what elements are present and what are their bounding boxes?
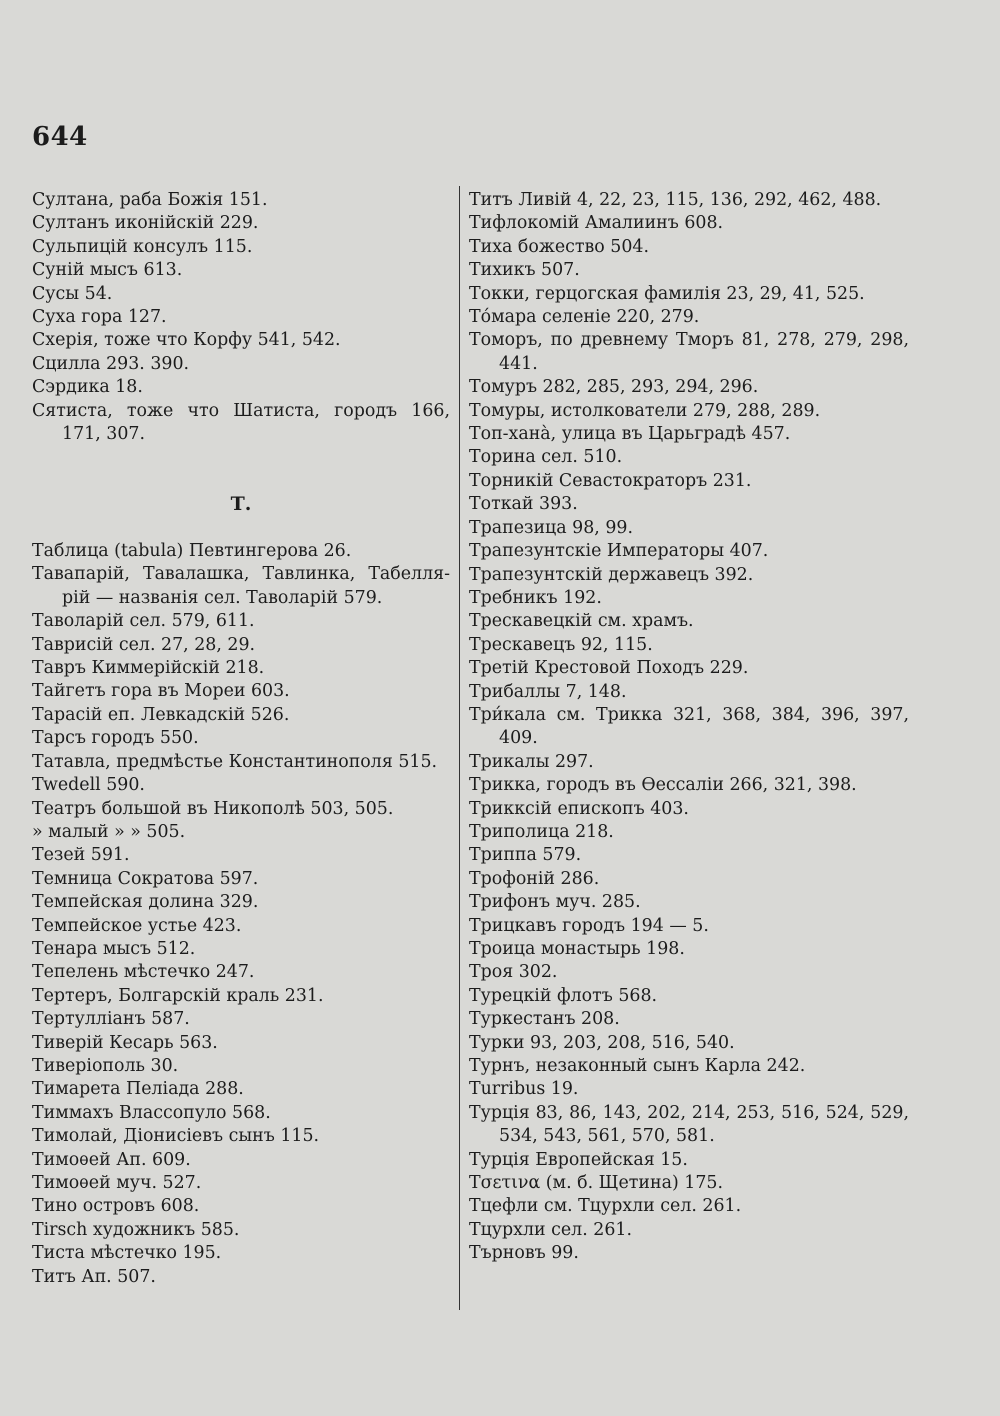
index-entry: Трапезунтскіе Императоры 407. xyxy=(469,541,769,562)
index-entry: Тцефли см. Тцурхли сел. 261. xyxy=(469,1196,742,1217)
index-entry: Томуры, истолкователи 279, 288, 289. xyxy=(469,400,821,421)
index-entry: Торина сел. 510. xyxy=(469,447,623,468)
index-entry: Тайгетъ гора въ Мореи 603. xyxy=(32,681,290,702)
index-entry: Султанъ иконійскій 229. xyxy=(32,213,259,234)
index-entry: Тиммахъ Влассопуло 568. xyxy=(32,1102,271,1123)
index-entry: Тиверіополь 30. xyxy=(32,1055,179,1076)
index-entry: Темпейское устье 423. xyxy=(32,915,242,936)
index-entry: Таволарій сел. 579, 611. xyxy=(32,611,255,632)
index-entry: Тиста мѣстечко 195. xyxy=(32,1243,222,1264)
index-entry: Τσετινα (м. б. Щетина) 175. xyxy=(469,1173,723,1194)
index-entry: Трицкавъ городъ 194 — 5. xyxy=(469,915,709,936)
index-entry: Тифлокомій Амалиинъ 608. xyxy=(469,213,724,234)
index-entry: То́мара селеніе 220, 279. xyxy=(469,307,700,328)
index-entry: Сцилла 293. 390. xyxy=(32,353,190,374)
index-entry: Суха гора 127. xyxy=(32,307,167,328)
index-entry: Турнъ, незаконный сынъ Карла 242. xyxy=(469,1056,806,1077)
index-entry: Тенара мысъ 512. xyxy=(32,938,196,959)
index-entry: Трикксій епископъ 403. xyxy=(469,798,689,819)
index-entry: Титъ Ап. 507. xyxy=(32,1266,156,1287)
index-entry: Таврисій сел. 27, 28, 29. xyxy=(32,634,256,655)
index-entry: Турція 83, 86, 143, 202, 214, 253, 516, 524, 529, 534, 543, 561, 570, 581. xyxy=(469,1102,909,1147)
index-entry: Трикка, городъ въ Ѳессаліи 266, 321, 398. xyxy=(469,775,857,796)
index-entry: Тепелень мѣстечко 247. xyxy=(32,962,255,983)
index-entry: Тимарета Пеліада 288. xyxy=(32,1079,244,1100)
index-entry: Тихикъ 507. xyxy=(469,260,580,281)
index-entry: Turribus 19. xyxy=(469,1079,579,1100)
index-entry: Тцурхли сел. 261. xyxy=(469,1219,632,1240)
index-entry: Трапезица 98, 99. xyxy=(469,517,633,538)
index-entry: Триппа 579. xyxy=(469,845,582,866)
index-entry: Таблица (tabula) Певтингерова 26. xyxy=(32,541,352,562)
index-entry: Тиверій Кесарь 563. xyxy=(32,1032,218,1053)
index-entry: Троица монастырь 198. xyxy=(469,939,685,959)
index-entry: Twedell 590. xyxy=(32,775,145,796)
index-entry: Сульпицій консулъ 115. xyxy=(32,236,253,257)
index-entry: Тоткай 393. xyxy=(469,494,578,515)
index-entry: Турецкій флотъ 568. xyxy=(469,985,658,1006)
index-entry: Сятиста, тоже что Шатиста, городъ 166, 171, 307. xyxy=(32,400,450,445)
index-entry: Тино островъ 608. xyxy=(32,1196,200,1217)
index-entry: Три́кала см. Трикка 321, 368, 384, 396, 397, 409. xyxy=(469,704,909,749)
index-entry: Тимолай, Діонисіевъ сынъ 115. xyxy=(32,1126,320,1147)
index-entry: Трофоній 286. xyxy=(469,868,600,889)
index-entry: Темпейская долина 329. xyxy=(32,892,259,913)
index-entry: Туркестанъ 208. xyxy=(469,1009,620,1030)
index-entry: Томуръ 282, 285, 293, 294, 296. xyxy=(469,377,759,398)
index-entry: Tirsch художникъ 585. xyxy=(32,1219,240,1240)
index-entry: Сэрдика 18. xyxy=(32,377,143,398)
index-column-right xyxy=(469,189,909,1266)
index-column-left xyxy=(32,189,450,1289)
index-entry: Тавапарій, Тавалашка, Тавлинка, Табелля-рій — названія сел. Таволарій 579. xyxy=(32,564,450,608)
index-entry: Тарасій еп. Левкадскій 526. xyxy=(32,704,290,725)
index-entry: Третій Крестовой Походъ 229. xyxy=(469,658,749,679)
index-entry: Томоръ, по древнему Тморъ 81, 278, 279, 298, 441. xyxy=(469,330,909,374)
index-entry: Трескавецкій см. храмъ. xyxy=(469,611,694,632)
index-entry: Тавръ Киммерійскій 218. xyxy=(32,658,265,679)
index-entry: Тарсъ городъ 550. xyxy=(32,728,199,749)
index-entries-top xyxy=(32,189,450,446)
index-entry: Титъ Ливій 4, 22, 23, 115, 136, 292, 462, 488. xyxy=(469,190,882,210)
index-entries-bottom xyxy=(32,540,450,1289)
column-divider xyxy=(459,186,460,1310)
index-entry: Троя 302. xyxy=(469,962,558,983)
index-entry: Султана, раба Божія 151. xyxy=(32,190,268,210)
index-entry: Тимоѳей муч. 527. xyxy=(32,1173,202,1194)
index-entry: Тертулліанъ 587. xyxy=(32,1009,190,1030)
index-entry: Схерія, тоже что Корфу 541, 542. xyxy=(32,330,341,351)
index-entry: Трифонъ муч. 285. xyxy=(469,892,641,913)
index-entry: Трескавецъ 92, 115. xyxy=(469,634,653,655)
index-entry: Токки, герцогская фамилія 23, 29, 41, 525. xyxy=(469,283,865,304)
index-entry: Турція Европейская 15. xyxy=(469,1149,688,1170)
index-entry: » малый » » 505. xyxy=(32,821,186,842)
index-entry: Трибаллы 7, 148. xyxy=(469,681,627,702)
index-entry: Тертеръ, Болгарскій краль 231. xyxy=(32,985,324,1006)
index-entry: Топ-хана̀, улица въ Царьградѣ 457. xyxy=(469,424,791,445)
section-letter: Т. xyxy=(230,493,252,516)
index-entry: Торникій Севастократоръ 231. xyxy=(469,470,752,491)
page-number: 644 xyxy=(32,122,88,152)
index-entry: Суній мысъ 613. xyxy=(32,260,183,281)
index-entry: Турки 93, 203, 208, 516, 540. xyxy=(469,1032,735,1053)
index-entry: Сусы 54. xyxy=(32,283,113,304)
index-entry: Търновъ 99. xyxy=(469,1243,579,1264)
index-entry: Требникъ 192. xyxy=(469,587,602,608)
index-entry: Тимоѳей Ап. 609. xyxy=(32,1149,191,1170)
index-entry: Триполица 218. xyxy=(469,821,614,842)
index-entry: Татавла, предмѣстье Константинополя 515. xyxy=(32,751,438,772)
index-entry: Трикалы 297. xyxy=(469,751,594,772)
index-entry: Театръ большой въ Никополѣ 503, 505. xyxy=(32,798,394,819)
index-entry: Трапезунтскій державецъ 392. xyxy=(469,564,754,585)
index-entry: Тиха божество 504. xyxy=(469,236,649,257)
index-entry: Темница Сократова 597. xyxy=(32,868,259,889)
index-entry: Тезей 591. xyxy=(32,845,130,866)
index-entries-right xyxy=(469,189,909,1266)
